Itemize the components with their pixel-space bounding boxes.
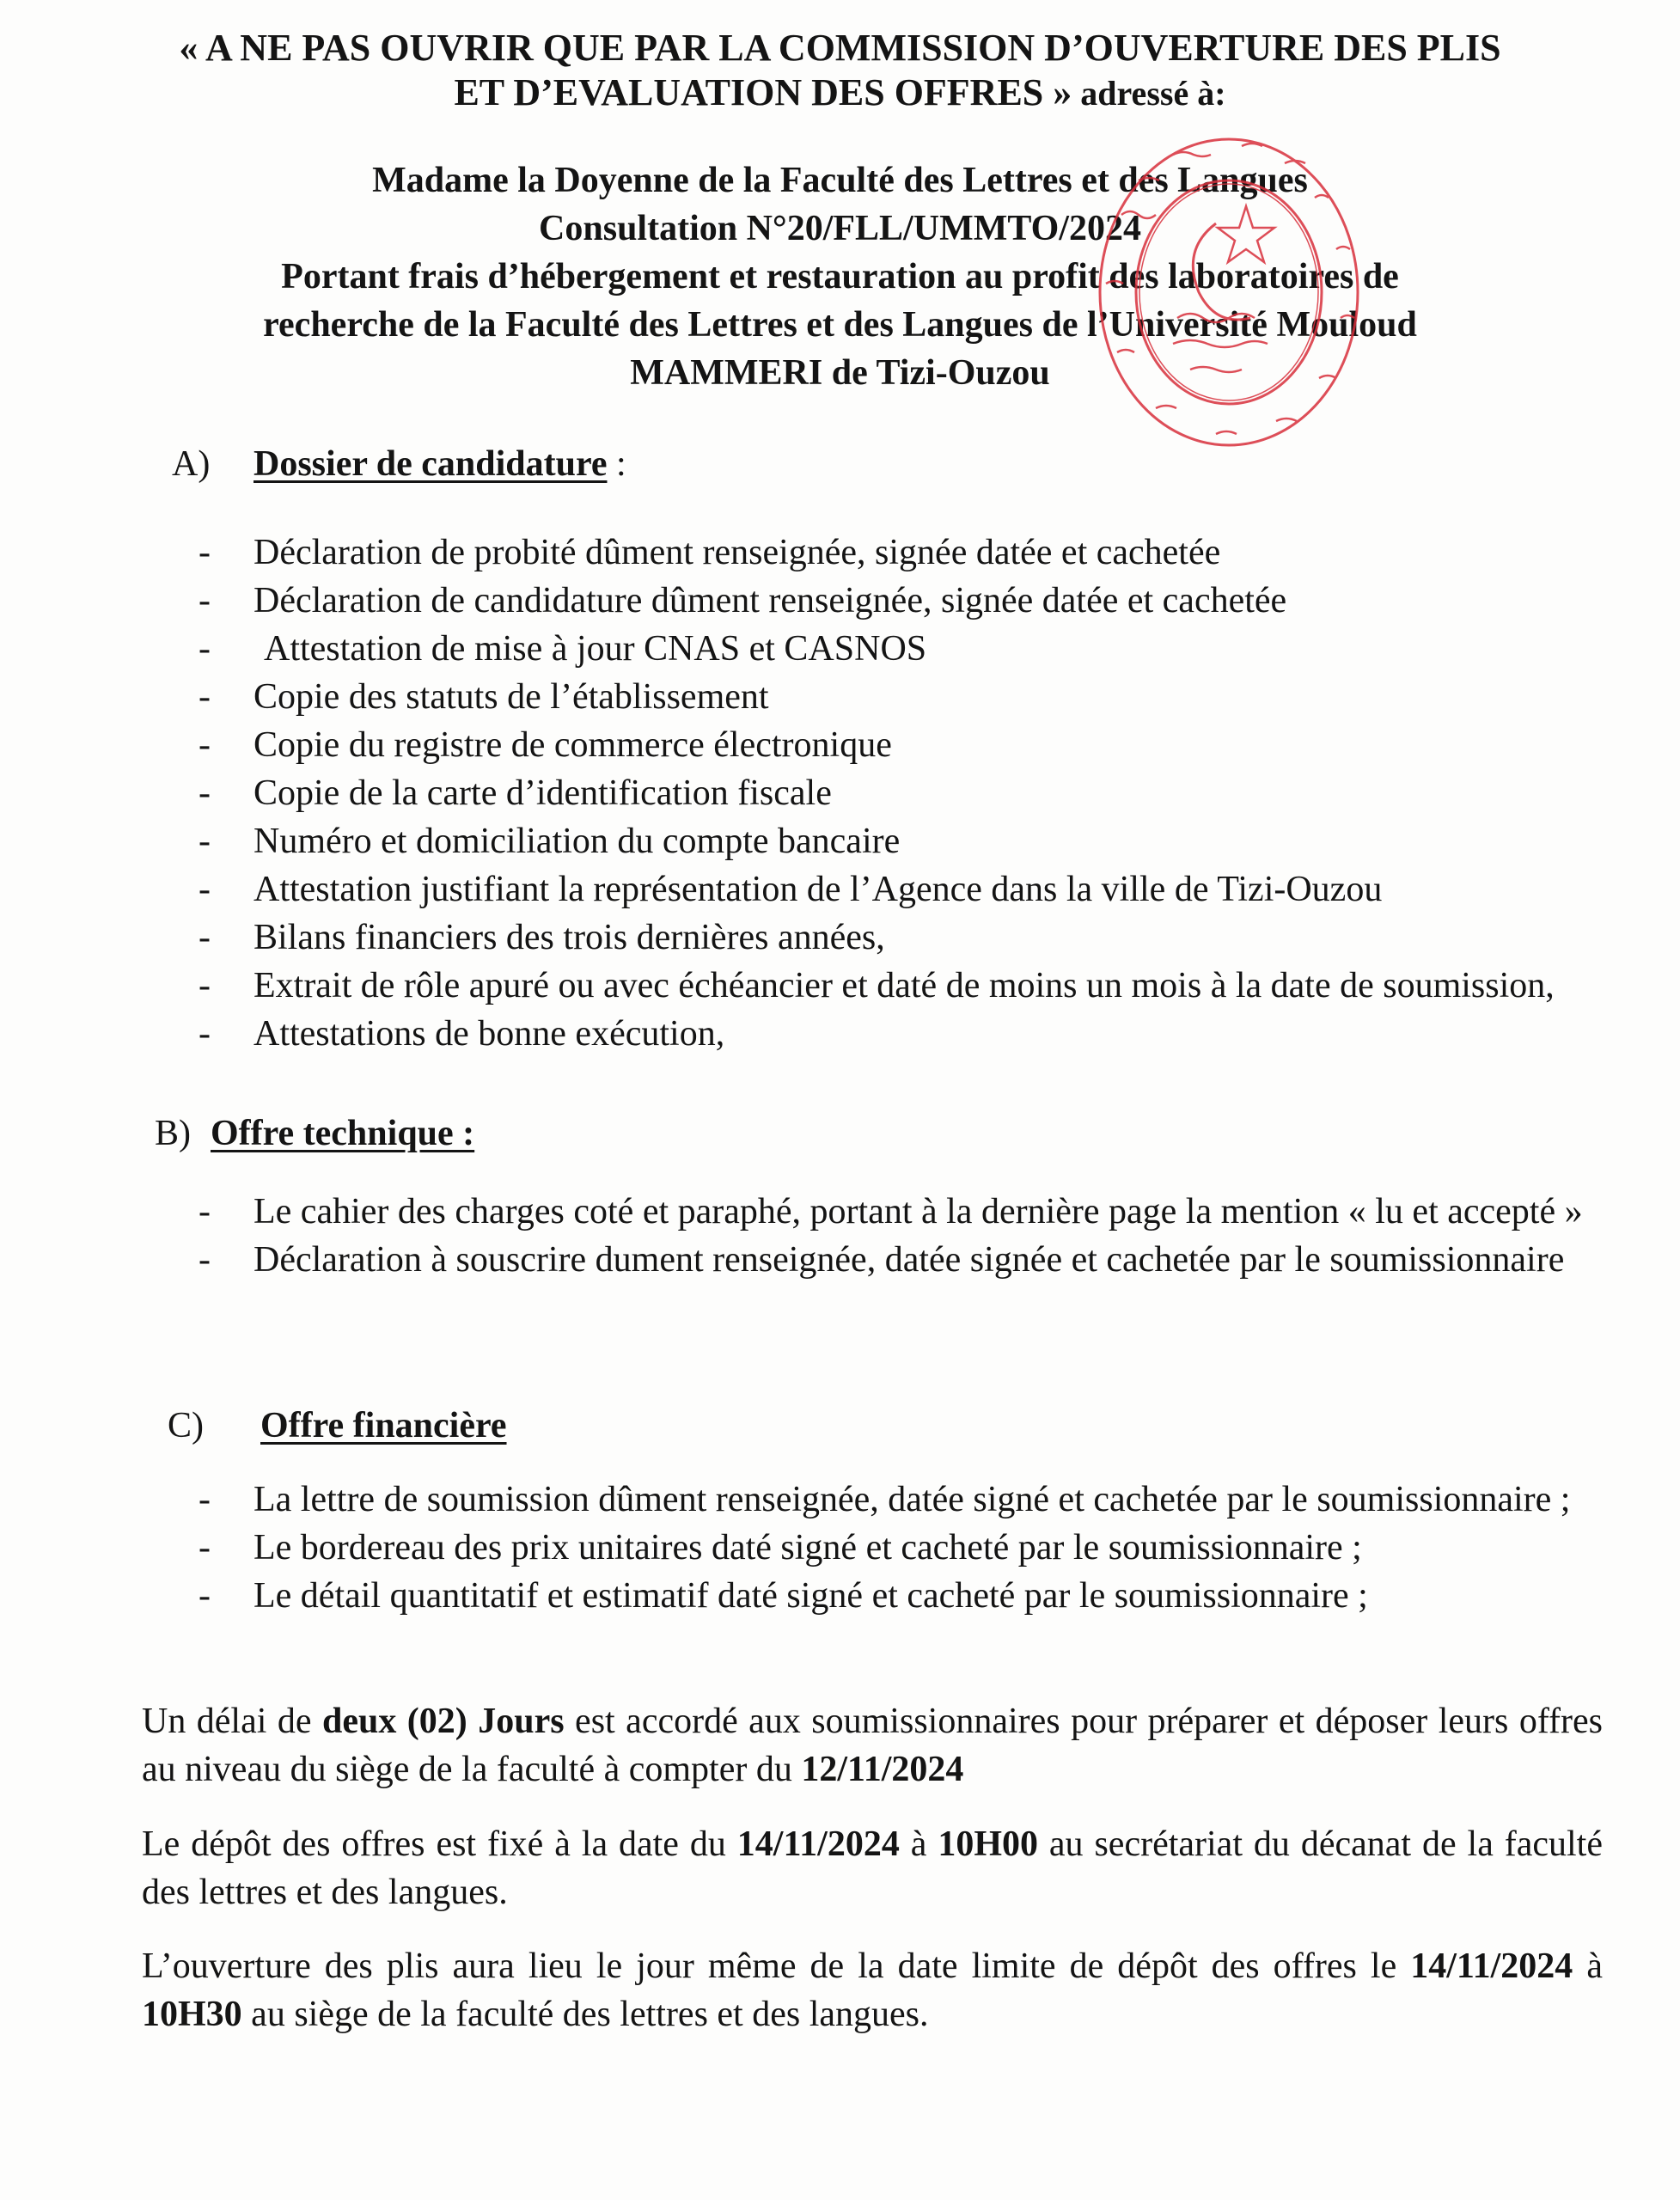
addressee-block <box>0 156 1680 397</box>
section-title: Offre technique : <box>211 1114 475 1153</box>
list-item: - Attestations de bonne exécution, <box>193 1010 1641 1058</box>
paragraph-bold: 10H00 <box>938 1824 1038 1864</box>
official-seal-stamp <box>1087 120 1371 455</box>
list-item: - Attestation justifiant la représentation de l’Agence dans la ville de Tizi-Ouzou <box>193 865 1641 914</box>
section-title-suffix: : <box>607 444 626 484</box>
paragraph-bold: deux (02) Jours <box>321 1702 565 1741</box>
deadline-paragraph <box>142 1697 1603 1794</box>
section-a-list <box>193 529 1641 1058</box>
consultation-subject-line: recherche de la Faculté des Lettres et des Langues de l’Université Mouloud <box>263 305 1417 345</box>
header-line-2 <box>0 70 1680 116</box>
paragraph-bold: 12/11/2024 <box>801 1750 964 1789</box>
consultation-subject-line: MAMMERI de Tizi-Ouzou <box>630 353 1050 393</box>
list-item: - La lettre de soumission dûment renseignée, datée signé et cachetée par le soumissionnaire ; <box>193 1476 1641 1524</box>
header-line-2-main: ET D’EVALUATION DES OFFRES » <box>454 71 1072 113</box>
section-c-heading <box>168 1402 507 1449</box>
section-letter: C) <box>168 1406 204 1445</box>
list-item: - Déclaration de candidature dûment renseignée, signée datée et cachetée <box>193 577 1641 625</box>
header-line-2-suffix: adressé à: <box>1072 74 1226 113</box>
paragraph-text: L’ouverture des plis aura lieu le jour même de la date limite de dépôt des offres le <box>142 1946 1411 1986</box>
list-item: - Le bordereau des prix unitaires daté signé et cacheté par le soumissionnaire ; <box>193 1524 1641 1572</box>
paragraph-text: à <box>1573 1946 1603 1986</box>
list-item: - Le cahier des charges coté et paraphé, portant à la dernière page la mention « lu et accepté » <box>193 1188 1641 1236</box>
section-letter: B) <box>155 1114 191 1153</box>
list-item: - Le détail quantitatif et estimatif daté signé et cacheté par le soumissionnaire ; <box>193 1572 1641 1620</box>
list-item: - Numéro et domiciliation du compte bancaire <box>193 817 1641 865</box>
consultation-number: Consultation N°20/FLL/UMMTO/2024 <box>539 209 1141 248</box>
paragraph-bold: 14/11/2024 <box>736 1824 900 1864</box>
list-item: - Déclaration à souscrire dument renseignée, datée signée et cachetée par le soumissionnaire <box>193 1236 1641 1284</box>
section-c-list <box>193 1476 1641 1620</box>
paragraph-bold: 14/11/2024 <box>1410 1946 1573 1986</box>
list-item: - Déclaration de probité dûment renseignée, signée datée et cachetée <box>193 529 1641 577</box>
paragraph-text: au siège de la faculté des lettres et des langues. <box>241 1995 929 2034</box>
header-line-1: « A NE PAS OUVRIR QUE PAR LA COMMISSION D’OUVERTURE DES PLIS <box>179 27 1501 69</box>
section-letter: A) <box>172 444 211 484</box>
list-item: - Extrait de rôle apuré ou avec échéancier et daté de moins un mois à la date de soumission, <box>193 962 1641 1010</box>
list-item: - Copie de la carte d’identification fiscale <box>193 769 1641 817</box>
list-item: - Bilans financiers des trois dernières années, <box>193 914 1641 962</box>
list-item: - Copie des statuts de l’établissement <box>193 673 1641 721</box>
paragraph-text: à <box>899 1824 938 1864</box>
section-b-list <box>193 1188 1641 1284</box>
section-title: Dossier de candidature <box>254 444 608 484</box>
paragraph-bold: 10H30 <box>142 1995 242 2034</box>
list-item: - Copie du registre de commerce électronique <box>193 721 1641 769</box>
paragraph-text: Le dépôt des offres est fixé à la date du <box>142 1824 737 1864</box>
opening-paragraph <box>142 1942 1603 2038</box>
section-title: Offre financière <box>260 1406 507 1445</box>
consultation-subject-line: Portant frais d’hébergement et restauration au profit des laboratoires de <box>281 257 1399 296</box>
deposit-paragraph <box>142 1820 1603 1916</box>
paragraph-text: au secrétariat du décanat de la faculté des lettres et des langues. <box>142 1824 1603 1912</box>
paragraph-text: Un délai de <box>142 1702 322 1741</box>
paragraph-text: est accordé aux soumissionnaires pour préparer et déposer leurs offres au niveau du siège de la faculté à compter du <box>142 1702 1604 1789</box>
addressee-line: Madame la Doyenne de la Faculté des Lettres et des Langues <box>372 161 1308 200</box>
section-a-heading <box>172 441 626 487</box>
section-b-heading <box>155 1110 474 1157</box>
list-item: - Attestation de mise à jour CNAS et CASNOS <box>193 625 1641 673</box>
